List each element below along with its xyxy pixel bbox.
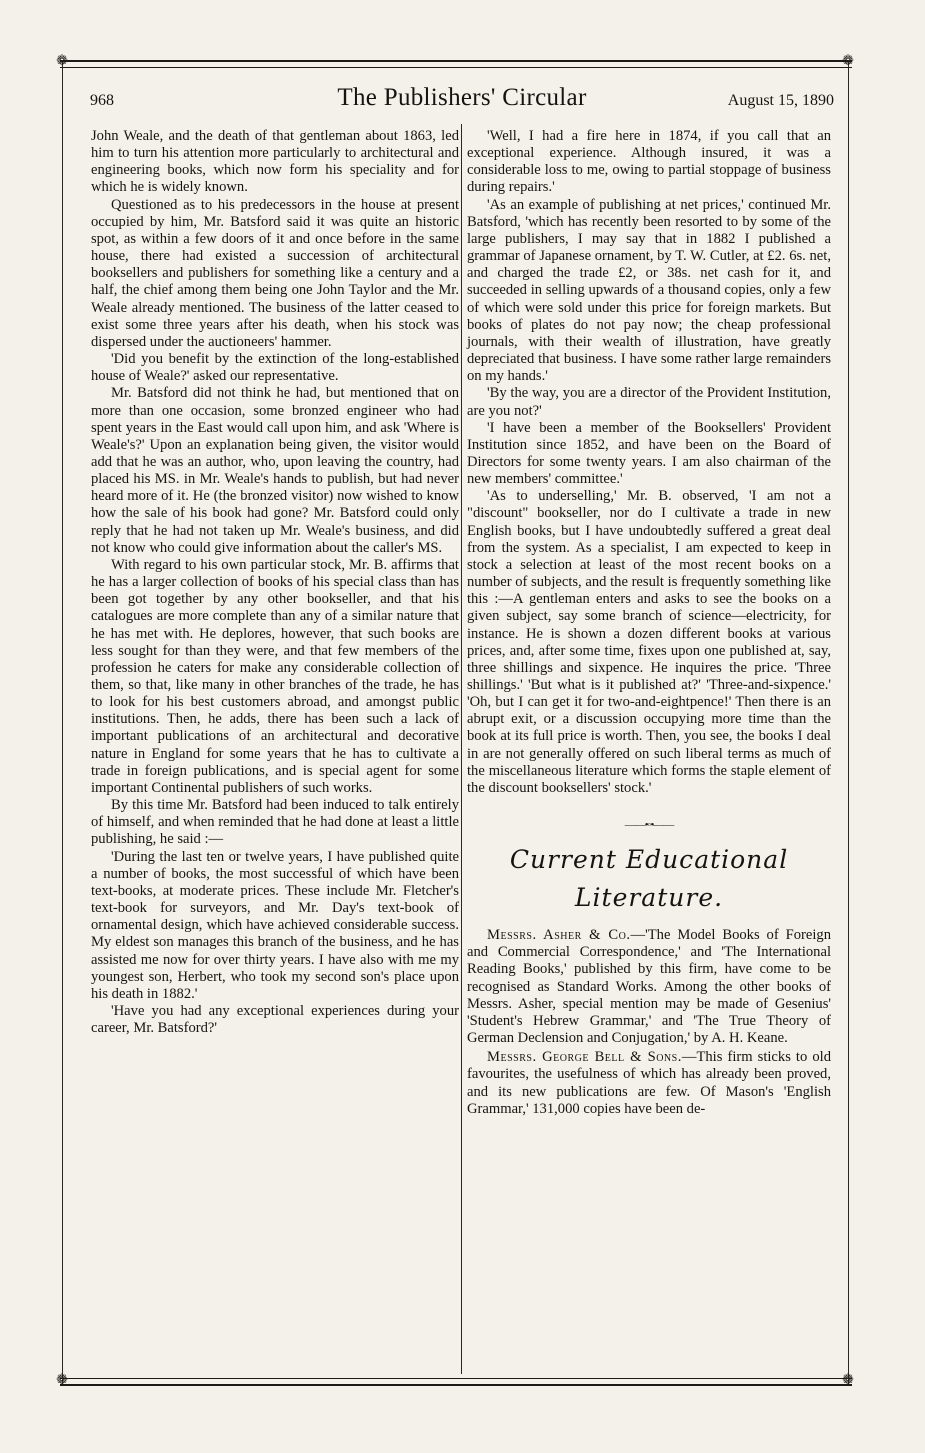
publisher-name: Messrs. George Bell & Sons. xyxy=(487,1049,682,1066)
entry-text: —This firm sticks to old favourites, the usefulness of which has already been proved, and its new publications are few. Of Mason's 'English Grammar,' 131,000 copies have been de- xyxy=(467,1049,831,1117)
bottom-border-rule xyxy=(60,1378,852,1386)
publisher-name: Messrs. Asher & Co. xyxy=(487,927,631,944)
paragraph: By this time Mr. Batsford had been induced to talk entirely of himself, and when reminded that he had done at least a little publishing, he said :— xyxy=(91,797,459,848)
paragraph: 'Have you had any exceptional experiences during your career, Mr. Batsford?' xyxy=(91,1002,459,1037)
section-heading xyxy=(467,841,831,917)
right-column xyxy=(467,128,831,1118)
issue-date: August 15, 1890 xyxy=(727,92,834,109)
paragraph: 'As an example of publishing at net prices,' continued Mr. Batsford, 'which has recently been resorted to by some of the large publishers, I may say that in 1882 I published a grammar of Japanese ornament, by T. W. Cutler, at £2. 6s. net, and charged the trade £2, or 38s. net cash for it, and succeeded in selling upwards of a thousand copies, only a few of which were sold under this price for foreign markets. But books of plates do not pay now; the cheap professional journals, with their wealth of illustration, have greatly depreciated that business. I have some rather large remainders on my hands.' xyxy=(467,196,831,385)
corner-ornament-icon: ❁ xyxy=(56,1372,68,1388)
paragraph: Mr. Batsford did not think he had, but mentioned that on more than one occasion, some bronzed engineer who had spent years in the East would call upon him, and ask 'Where is Weale's?' Upon an explanation being given, the visitor would add that he was an author, who, upon leaving the country, had placed his MS. in Mr. Weale's hands to publish, but had never heard more of it. He (the bronzed visitor) now wished to know how the sale of his book had gone? Mr. Batsford could only reply that he had not taken up Mr. Weale's business, and did not know who could give information about the caller's MS. xyxy=(91,385,459,556)
paragraph: 'I have been a member of the Booksellers' Provident Institution since 1852, and have been on the Board of Directors for some twenty years. I am also chairman of the new members' committee.' xyxy=(467,419,831,488)
corner-ornament-icon: ❁ xyxy=(56,53,68,69)
entry-paragraph xyxy=(467,927,831,1047)
right-border-rule xyxy=(848,60,849,1384)
paragraph: Questioned as to his predecessors in the house at present occupied by him, Mr. Batsford said it was quite an historic spot, as within a few doors of it and once before in the same house, there had existed a succession of architectural booksellers and publishers for something like a century and a half, the chief among them being one John Taylor and the Mr. Weale already mentioned. The business of the latter ceased to exist some three years after his death, when his stock was dispersed under the auctioneers' hammer. xyxy=(91,196,459,350)
left-border-rule xyxy=(62,60,63,1384)
section-separator: ——•◦•—— xyxy=(624,819,674,832)
paragraph: 'Well, I had a fire here in 1874, if you call that an exceptional experience. Although insured, it was a considerable loss to me, owing to partial stoppage of business during repairs.' xyxy=(467,128,831,196)
section-heading-line: Current Educational xyxy=(509,845,789,875)
left-column xyxy=(91,128,459,1037)
corner-ornament-icon: ❁ xyxy=(842,1372,854,1388)
paragraph: 'As to underselling,' Mr. B. observed, 'I am not a "discount" bookseller, nor do I cultivate a trade in new English books, but I have undoubtedly suffered a great deal from the system. As a specialist, I am expected to keep in stock a selection at least of the most recent books on a number of subjects, and the result is frequently something like this :—A gentleman enters and asks to see the books on a given subject, say some branch of science—electricity, for instance. He is shown a dozen different books at various prices, and, after some time, fixes upon one published at, say, three shillings and sixpence. He inquires the price. 'Three shillings.' 'But what is it published at?' 'Three-and-sixpence.' 'Oh, but I can get it for two-and-eightpence!' Then there is an abrupt exit, or a discussion occupying more time than the book at its full price is worth. Then, you see, the books I deal in are not generally offered on such liberal terms as much of the miscellaneous literature which forms the staple element of the discount booksellers' stock.' xyxy=(467,488,831,796)
running-title: The Publishers' Circular xyxy=(337,84,587,111)
entry-text: —'The Model Books of Foreign and Commercial Correspondence,' and 'The International Reading Books,' published by this firm, have come to be recognised as Standard Works. Among the other books of Messrs. Asher, special mention may be made of Gesenius' 'Student's Hebrew Grammar,' and 'The True Theory of German Declension and Conjugation,' by A. H. Keane. xyxy=(467,927,831,1047)
page-number: 968 xyxy=(90,92,114,109)
paragraph: 'During the last ten or twelve years, I have published quite a number of books, the most successful of which have been text-books, at moderate prices. These include Mr. Fletcher's text-book for surveyors, and Mr. Day's text-book of ornamental design, which have achieved considerable success. My eldest son manages this branch of the business, and he has assisted me now for over thirty years. I have also with me my youngest son, Herbert, who took my second son's place upon his death in 1882.' xyxy=(91,848,459,1002)
top-border-rule xyxy=(60,60,852,68)
column-divider xyxy=(461,124,462,1374)
paragraph: With regard to his own particular stock, Mr. B. affirms that he has a larger collection of books of his special class than has been got together by any other bookseller, and that his catalogues are more complete than any of a similar nature that he has met with. He deplores, however, that such books are less sought for than they were, and that few members of the profession he caters for make any considerable collection of them, so that, like many in other branches of the trade, he has to look for his best customers abroad, and amongst public institutions. Then, he adds, there has been such a lack of important publications of an architectural and decorative nature in England for some years that he has to cultivate a trade in foreign publications, and is special agent for some important Continental publishers of such works. xyxy=(91,556,459,796)
paragraph: 'By the way, you are a director of the Provident Institution, are you not?' xyxy=(467,385,831,419)
page-header xyxy=(90,84,834,116)
paragraph: John Weale, and the death of that gentleman about 1863, led him to turn his attention more particularly to architectural and engineering books, which now form his speciality and for which he is widely known. xyxy=(91,128,459,196)
corner-ornament-icon: ❁ xyxy=(842,53,854,69)
entry-paragraph xyxy=(467,1049,831,1118)
paragraph: 'Did you benefit by the extinction of the long-established house of Weale?' asked our representative. xyxy=(91,351,459,385)
section-heading-line: Literature. xyxy=(574,883,724,913)
